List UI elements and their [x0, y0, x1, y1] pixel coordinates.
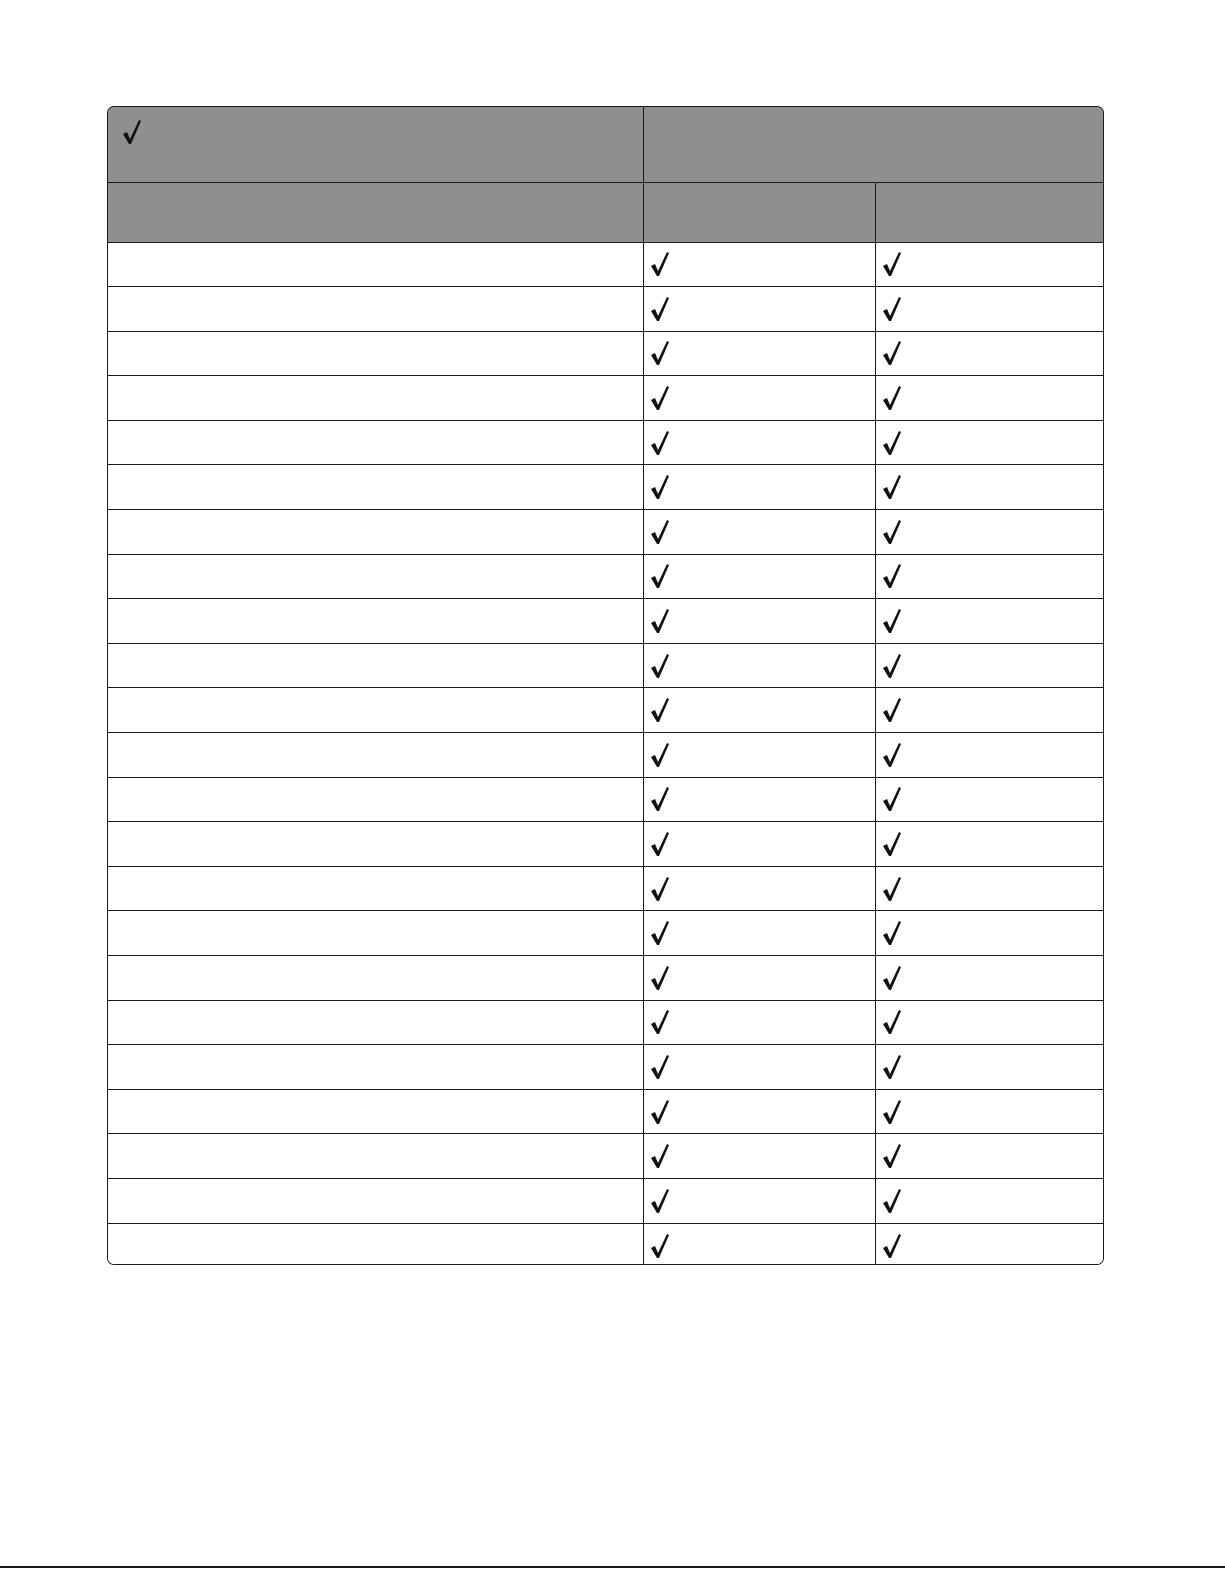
table-row [108, 777, 1104, 822]
table-row [108, 376, 1104, 421]
header-group-cell [643, 107, 1104, 182]
check-icon [650, 742, 670, 768]
check-icon [650, 608, 670, 634]
check-icon [882, 876, 902, 902]
support-table [108, 107, 1104, 1265]
option-1-cell [643, 331, 875, 376]
option-2-cell [875, 1134, 1104, 1179]
feature-cell [108, 1134, 643, 1179]
check-icon [650, 519, 670, 545]
option-1-cell [643, 465, 875, 510]
option-1-cell [643, 1089, 875, 1134]
check-icon [650, 1233, 670, 1259]
table-row [108, 599, 1104, 644]
header-feature-cell [108, 182, 643, 242]
option-1-cell [643, 733, 875, 778]
feature-cell [108, 1045, 643, 1090]
option-2-cell [875, 866, 1104, 911]
check-icon [650, 1188, 670, 1214]
check-icon [882, 742, 902, 768]
option-1-cell [643, 1000, 875, 1045]
option-2-cell [875, 733, 1104, 778]
option-2-cell [875, 643, 1104, 688]
check-icon [650, 340, 670, 366]
check-icon [650, 831, 670, 857]
option-2-cell [875, 331, 1104, 376]
table-row [108, 510, 1104, 555]
feature-cell [108, 287, 643, 332]
option-1-cell [643, 1178, 875, 1223]
option-2-cell [875, 376, 1104, 421]
check-icon [882, 1233, 902, 1259]
check-icon [650, 786, 670, 812]
option-1-cell [643, 554, 875, 599]
check-icon [882, 1009, 902, 1035]
check-icon [882, 1143, 902, 1169]
feature-cell [108, 956, 643, 1001]
option-1-cell [643, 822, 875, 867]
check-icon [882, 653, 902, 679]
option-2-cell [875, 1089, 1104, 1134]
check-icon [650, 1143, 670, 1169]
feature-cell [108, 1223, 643, 1265]
option-2-cell [875, 554, 1104, 599]
header-row-top [108, 107, 1104, 182]
option-1-cell [643, 287, 875, 332]
check-icon [882, 786, 902, 812]
check-icon [882, 474, 902, 500]
option-1-cell [643, 688, 875, 733]
table-row [108, 420, 1104, 465]
feature-cell [108, 866, 643, 911]
feature-cell [108, 643, 643, 688]
check-icon [650, 1054, 670, 1080]
feature-cell [108, 1089, 643, 1134]
feature-cell [108, 465, 643, 510]
check-icon [882, 965, 902, 991]
option-1-cell [643, 1223, 875, 1265]
feature-cell [108, 376, 643, 421]
option-1-cell [643, 1134, 875, 1179]
check-icon [650, 430, 670, 456]
header-legend-cell [108, 107, 643, 182]
table-row [108, 822, 1104, 867]
option-2-cell [875, 242, 1104, 287]
header-option-1-cell [643, 182, 875, 242]
header-row-sub [108, 182, 1104, 242]
feature-cell [108, 510, 643, 555]
check-icon [882, 831, 902, 857]
check-icon [882, 1054, 902, 1080]
feature-cell [108, 242, 643, 287]
option-2-cell [875, 1045, 1104, 1090]
table-row [108, 866, 1104, 911]
feature-cell [108, 733, 643, 778]
check-icon [882, 251, 902, 277]
check-icon [650, 653, 670, 679]
check-icon [882, 519, 902, 545]
feature-cell [108, 599, 643, 644]
option-1-cell [643, 643, 875, 688]
check-icon [882, 296, 902, 322]
table-row [108, 287, 1104, 332]
option-2-cell [875, 599, 1104, 644]
feature-cell [108, 331, 643, 376]
check-icon [650, 385, 670, 411]
option-2-cell [875, 911, 1104, 956]
option-2-cell [875, 287, 1104, 332]
check-icon [650, 1009, 670, 1035]
header-option-2-cell [875, 182, 1104, 242]
option-2-cell [875, 777, 1104, 822]
table-row [108, 331, 1104, 376]
check-icon [882, 920, 902, 946]
support-table-frame [107, 106, 1104, 1265]
option-1-cell [643, 1045, 875, 1090]
option-2-cell [875, 1000, 1104, 1045]
option-2-cell [875, 688, 1104, 733]
table-row [108, 554, 1104, 599]
check-icon [650, 920, 670, 946]
table-row [108, 1223, 1104, 1265]
check-icon [650, 697, 670, 723]
check-icon [882, 1188, 902, 1214]
feature-cell [108, 777, 643, 822]
option-1-cell [643, 242, 875, 287]
option-2-cell [875, 1223, 1104, 1265]
option-1-cell [643, 956, 875, 1001]
check-icon [882, 697, 902, 723]
table-row [108, 688, 1104, 733]
check-icon [882, 563, 902, 589]
table-row [108, 242, 1104, 287]
option-2-cell [875, 1178, 1104, 1223]
feature-cell [108, 911, 643, 956]
table-row [108, 1134, 1104, 1179]
feature-cell [108, 688, 643, 733]
option-2-cell [875, 420, 1104, 465]
table-row [108, 911, 1104, 956]
table-row [108, 1178, 1104, 1223]
check-icon [882, 340, 902, 366]
feature-cell [108, 420, 643, 465]
table-row [108, 643, 1104, 688]
option-2-cell [875, 822, 1104, 867]
check-icon [650, 965, 670, 991]
page-footer-rule [0, 1566, 1225, 1568]
option-2-cell [875, 956, 1104, 1001]
feature-cell [108, 1000, 643, 1045]
check-icon [882, 608, 902, 634]
table-row [108, 465, 1104, 510]
option-1-cell [643, 866, 875, 911]
check-icon [650, 251, 670, 277]
check-icon [650, 296, 670, 322]
table-row [108, 1089, 1104, 1134]
option-1-cell [643, 376, 875, 421]
feature-cell [108, 822, 643, 867]
option-1-cell [643, 420, 875, 465]
check-icon [650, 474, 670, 500]
feature-cell [108, 1178, 643, 1223]
table-row [108, 1000, 1104, 1045]
option-1-cell [643, 599, 875, 644]
table-row [108, 956, 1104, 1001]
check-icon [650, 1099, 670, 1125]
table-row [108, 733, 1104, 778]
feature-cell [108, 554, 643, 599]
option-2-cell [875, 510, 1104, 555]
check-icon [650, 563, 670, 589]
option-1-cell [643, 777, 875, 822]
table-row [108, 1045, 1104, 1090]
check-icon [650, 876, 670, 902]
check-icon [122, 119, 142, 145]
check-icon [882, 385, 902, 411]
check-icon [882, 1099, 902, 1125]
check-icon [882, 430, 902, 456]
option-2-cell [875, 465, 1104, 510]
option-1-cell [643, 510, 875, 555]
option-1-cell [643, 911, 875, 956]
